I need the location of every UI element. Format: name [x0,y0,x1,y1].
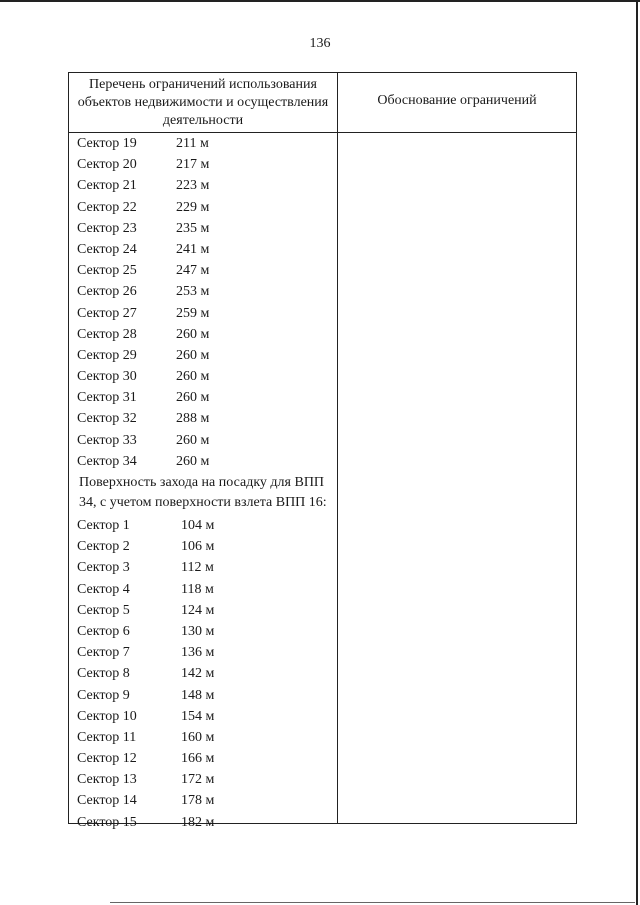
height-value: 260 м [176,432,210,448]
height-value: 229 м [176,199,210,215]
sector-label: Сектор 29 [77,347,137,363]
sector-label: Сектор 4 [77,581,130,597]
table-row [77,281,335,302]
table-row [77,812,335,833]
height-value: 118 м [181,581,214,597]
table-row [77,260,335,281]
height-value: 160 м [181,729,215,745]
sector-label: Сектор 21 [77,178,137,194]
sector-label: Сектор 34 [77,453,137,469]
column-divider [337,73,338,823]
approach-surface-subheading: Поверхность захода на посадку для ВПП 34, с учетом поверхности взлета ВПП 16: [79,475,327,510]
height-value: 241 м [176,241,210,257]
height-value: 288 м [176,411,210,427]
sector-label: Сектор 19 [77,136,137,151]
table-row [77,642,335,663]
sector-label: Сектор 15 [77,814,137,830]
height-value: 104 м [181,518,215,533]
table-row [77,769,335,790]
height-value: 247 м [176,263,210,279]
restrictions-table [68,72,577,830]
table-row [77,324,335,345]
table-row [77,727,335,748]
height-value: 148 м [181,687,215,703]
height-value: 259 м [176,305,210,321]
sector-label: Сектор 13 [77,772,137,788]
table-row [77,685,335,706]
height-value: 223 м [176,178,210,194]
page-number: 136 [309,36,331,51]
height-value: 142 м [181,666,215,682]
table-row [77,408,335,429]
sector-label: Сектор 28 [77,326,137,342]
table-row [77,600,335,621]
height-value: 235 м [176,220,210,236]
height-value: 253 м [176,284,210,300]
height-value: 260 м [176,390,210,406]
height-value: 124 м [181,602,215,618]
sector-label: Сектор 7 [77,645,130,661]
height-value: 154 м [181,708,215,724]
table-body [77,133,335,833]
table-row [77,430,335,451]
table-row [77,790,335,811]
sector-label: Сектор 10 [77,708,137,724]
height-value: 178 м [181,793,215,809]
sector-label: Сектор 24 [77,241,137,257]
height-value: 260 м [176,453,210,469]
height-value: 260 м [176,347,210,363]
header-justification: Обоснование ограничений [377,93,537,108]
sector-label: Сектор 11 [77,729,137,745]
sector-label: Сектор 12 [77,751,137,767]
scan-edge-bottom [110,902,635,903]
table-row [77,748,335,769]
sector-label: Сектор 6 [77,623,130,639]
height-value: 112 м [181,560,214,576]
sector-list-group-2 [77,515,335,833]
table-row [77,621,335,642]
height-value: 172 м [181,772,215,788]
scan-edge-top [0,0,640,2]
height-value: 182 м [181,814,215,830]
header-restrictions-list: Перечень ограничений использования объектов недвижимости и осуществления деятельности [77,77,329,128]
table-row [77,663,335,684]
table-row [77,706,335,727]
sector-label: Сектор 2 [77,539,130,555]
sector-label: Сектор 31 [77,390,137,406]
sector-label: Сектор 1 [77,518,130,533]
height-value: 260 м [176,369,210,385]
table-row [77,451,335,472]
table-row [77,366,335,387]
height-value: 130 м [181,623,215,639]
sector-label: Сектор 9 [77,687,130,703]
sector-label: Сектор 25 [77,263,137,279]
sector-label: Сектор 3 [77,560,130,576]
table-row [77,387,335,408]
sector-label: Сектор 23 [77,220,137,236]
table-row [77,218,335,239]
sector-label: Сектор 26 [77,284,137,300]
table-row [77,239,335,260]
sector-label: Сектор 5 [77,602,130,618]
table-row [77,133,335,154]
sector-label: Сектор 33 [77,432,137,448]
sector-label: Сектор 22 [77,199,137,215]
sector-label: Сектор 30 [77,369,137,385]
table-row [77,154,335,175]
height-value: 136 м [181,645,215,661]
table-row [77,536,335,557]
table-row [77,303,335,324]
table-row [77,345,335,366]
sector-list-group-1 [77,133,335,472]
sector-label: Сектор 27 [77,305,137,321]
table-row [77,557,335,578]
table-row [77,515,335,536]
height-value: 260 м [176,326,210,342]
sector-label: Сектор 14 [77,793,137,809]
height-value: 211 м [176,136,209,151]
sector-label: Сектор 20 [77,157,137,173]
table-header [69,73,576,133]
height-value: 106 м [181,539,215,555]
table-row [77,197,335,218]
sector-label: Сектор 8 [77,666,130,682]
scan-edge-right [636,0,638,905]
height-value: 217 м [176,157,210,173]
height-value: 166 м [181,751,215,767]
table-row [77,579,335,600]
table-row [77,175,335,196]
sector-label: Сектор 32 [77,411,137,427]
